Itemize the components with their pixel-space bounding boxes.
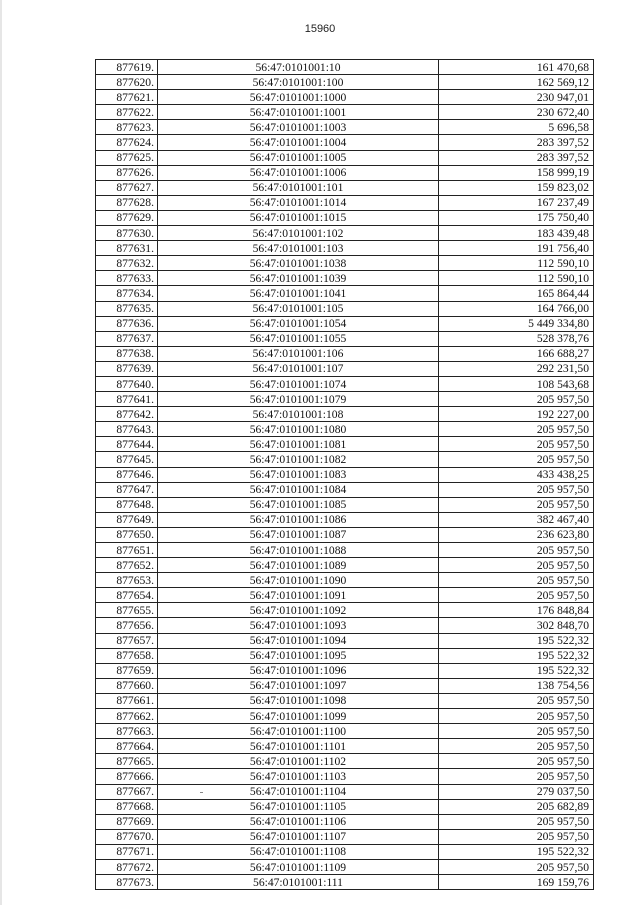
table-row (96, 603, 594, 618)
row-number-cell: 877632. (96, 256, 158, 271)
table-row (96, 693, 594, 708)
row-number-cell: 877647. (96, 482, 158, 497)
table-row (96, 588, 594, 603)
cadastral-number-cell: 56:47:0101001:1101 (158, 739, 439, 754)
cadastral-number-cell: 56:47:0101001:1054 (158, 316, 439, 331)
cadastral-number-cell: 56:47:0101001:1015 (158, 210, 439, 225)
table-row (96, 709, 594, 724)
row-number-cell: 877636. (96, 316, 158, 331)
cadastral-number-cell: 56:47:0101001:1004 (158, 135, 439, 150)
cadastral-value-cell: 205 957,50 (439, 452, 594, 467)
row-number-cell: 877628. (96, 195, 158, 210)
cadastral-value-cell: 205 957,50 (439, 709, 594, 724)
cadastral-number-cell: 56:47:0101001:1097 (158, 678, 439, 693)
table-row (96, 90, 594, 105)
cadastral-number-cell: 56:47:0101001:1100 (158, 724, 439, 739)
cadastral-number-cell: 56:47:0101001:1003 (158, 120, 439, 135)
cadastral-value-cell: 205 957,50 (439, 422, 594, 437)
cadastral-number-cell: 56:47:0101001:1090 (158, 573, 439, 588)
cadastral-number-cell: 56:47:0101001:1055 (158, 331, 439, 346)
cadastral-value-cell: 195 522,32 (439, 844, 594, 859)
table-row (96, 633, 594, 648)
row-number-cell: 877640. (96, 376, 158, 391)
row-number-cell: 877621. (96, 90, 158, 105)
table-row (96, 195, 594, 210)
row-number-cell: 877663. (96, 724, 158, 739)
cadastral-value-cell: 166 688,27 (439, 346, 594, 361)
cadastral-number-cell: 56:47:0101001:1000 (158, 90, 439, 105)
cadastral-value-cell: 176 848,84 (439, 603, 594, 618)
row-number-cell: 877626. (96, 165, 158, 180)
row-number-cell: 877655. (96, 603, 158, 618)
cadastral-value-cell: 205 957,50 (439, 693, 594, 708)
cadastral-value-cell: 302 848,70 (439, 618, 594, 633)
table-row (96, 105, 594, 120)
cadastral-number-cell: 56:47:0101001:103 (158, 241, 439, 256)
scan-left-edge (0, 0, 2, 905)
cadastral-number-cell: 56:47:0101001:1087 (158, 527, 439, 542)
row-number-cell: 877669. (96, 814, 158, 829)
cadastral-number-cell: 56:47:0101001:1083 (158, 467, 439, 482)
table-row (96, 180, 594, 195)
cadastral-value-cell: 175 750,40 (439, 210, 594, 225)
cadastral-value-cell: 138 754,56 (439, 678, 594, 693)
cadastral-number-cell: 56:47:0101001:1039 (158, 271, 439, 286)
cadastral-value-cell: 205 682,89 (439, 799, 594, 814)
cadastral-value-cell: 112 590,10 (439, 256, 594, 271)
table-row (96, 346, 594, 361)
row-number-cell: 877649. (96, 512, 158, 527)
row-number-cell: 877622. (96, 105, 158, 120)
row-number-cell: 877627. (96, 180, 158, 195)
row-number-cell: 877623. (96, 120, 158, 135)
table-row (96, 467, 594, 482)
row-number-cell: 877665. (96, 754, 158, 769)
cadastral-value-cell: 528 378,76 (439, 331, 594, 346)
table-row (96, 573, 594, 588)
row-number-cell: 877654. (96, 588, 158, 603)
row-number-cell: 877630. (96, 226, 158, 241)
cadastral-value-cell: 205 957,50 (439, 769, 594, 784)
cadastral-number-cell: 56:47:0101001:1006 (158, 165, 439, 180)
table-row (96, 256, 594, 271)
cadastral-value-cell: 158 999,19 (439, 165, 594, 180)
row-number-cell: 877658. (96, 648, 158, 663)
cadastral-number-cell: 56:47:0101001:1084 (158, 482, 439, 497)
row-number-cell: 877668. (96, 799, 158, 814)
cadastral-value-cell: 205 957,50 (439, 814, 594, 829)
cadastral-value-cell: 164 766,00 (439, 301, 594, 316)
cadastral-number-cell: 56:47:0101001:107 (158, 361, 439, 376)
row-number-cell: 877673. (96, 875, 158, 890)
table-row (96, 150, 594, 165)
cadastral-number-cell: 56:47:0101001:111 (158, 875, 439, 890)
cadastral-number-cell: 56:47:0101001:1105 (158, 799, 439, 814)
table-row (96, 829, 594, 844)
cadastral-value-cell: 169 159,76 (439, 875, 594, 890)
cadastral-number-cell: 56:47:0101001:1080 (158, 422, 439, 437)
cadastral-value-cell: 192 227,00 (439, 407, 594, 422)
cadastral-value-cell: 230 947,01 (439, 90, 594, 105)
table-row (96, 271, 594, 286)
row-number-cell: 877644. (96, 437, 158, 452)
table-row (96, 543, 594, 558)
cadastral-value-cell: 165 864,44 (439, 286, 594, 301)
table-row (96, 407, 594, 422)
table-row (96, 75, 594, 90)
cadastral-value-cell: 292 231,50 (439, 361, 594, 376)
cadastral-number-cell: 56:47:0101001:1081 (158, 437, 439, 452)
table-row (96, 331, 594, 346)
row-number-cell: 877662. (96, 709, 158, 724)
row-number-cell: 877652. (96, 558, 158, 573)
cadastral-value-cell: 283 397,52 (439, 150, 594, 165)
row-number-cell: 877670. (96, 829, 158, 844)
cadastral-number-cell: 56:47:0101001:1038 (158, 256, 439, 271)
cadastral-value-cell: 279 037,50 (439, 784, 594, 799)
cadastral-value-cell: 205 957,50 (439, 829, 594, 844)
table-row (96, 799, 594, 814)
table-row (96, 663, 594, 678)
row-number-cell: 877653. (96, 573, 158, 588)
cadastral-number-cell: 56:47:0101001:1093 (158, 618, 439, 633)
cadastral-number-cell: 56:47:0101001:102 (158, 226, 439, 241)
row-number-cell: 877672. (96, 859, 158, 874)
cadastral-value-cell: 161 470,68 (439, 60, 594, 75)
table-row (96, 784, 594, 799)
cadastral-value-cell: 236 623,80 (439, 527, 594, 542)
cadastral-number-cell: 56:47:0101001:1005 (158, 150, 439, 165)
cadastral-value-cell: 205 957,50 (439, 754, 594, 769)
table-row (96, 814, 594, 829)
cadastral-value-cell: 183 439,48 (439, 226, 594, 241)
cadastral-number-cell: 56:47:0101001:100 (158, 75, 439, 90)
table-row (96, 241, 594, 256)
row-number-cell: 877648. (96, 497, 158, 512)
row-number-cell: 877624. (96, 135, 158, 150)
row-number-cell: 877631. (96, 241, 158, 256)
cadastral-value-cell: 195 522,32 (439, 663, 594, 678)
cadastral-number-cell: 56:47:0101001:1089 (158, 558, 439, 573)
cadastral-number-cell: 56:47:0101001:1103 (158, 769, 439, 784)
cadastral-value-cell: 205 957,50 (439, 482, 594, 497)
page-number: 15960 (304, 23, 336, 35)
table-row (96, 724, 594, 739)
cadastral-number-cell: 56:47:0101001:1014 (158, 195, 439, 210)
cadastral-number-cell: 56:47:0101001:1085 (158, 497, 439, 512)
row-number-cell: 877645. (96, 452, 158, 467)
cadastral-number-cell: 56:47:0101001:1092 (158, 603, 439, 618)
table-row (96, 120, 594, 135)
cadastral-number-cell: 56:47:0101001:1094 (158, 633, 439, 648)
row-number-cell: 877671. (96, 844, 158, 859)
table-row (96, 558, 594, 573)
cadastral-value-cell: 195 522,32 (439, 648, 594, 663)
cadastral-number-cell: 56:47:0101001:1095 (158, 648, 439, 663)
cadastral-value-cell: 205 957,50 (439, 588, 594, 603)
cadastral-value-cell: 205 957,50 (439, 437, 594, 452)
cadastral-number-cell: 56:47:0101001:1074 (158, 376, 439, 391)
table-row (96, 165, 594, 180)
table-row (96, 316, 594, 331)
cadastral-value-cell: 382 467,40 (439, 512, 594, 527)
row-number-cell: 877650. (96, 527, 158, 542)
table-row (96, 301, 594, 316)
row-number-cell: 877625. (96, 150, 158, 165)
row-number-cell: 877642. (96, 407, 158, 422)
cadastral-value-cell: 205 957,50 (439, 573, 594, 588)
cadastral-number-cell: 56:47:0101001:1082 (158, 452, 439, 467)
cadastral-number-cell: 56:47:0101001:1079 (158, 392, 439, 407)
cadastral-value-cell: 112 590,10 (439, 271, 594, 286)
cadastral-number-cell: 56:47:0101001:1088 (158, 543, 439, 558)
scan-speck (200, 792, 203, 793)
table-row (96, 437, 594, 452)
table-body (96, 60, 594, 890)
row-number-cell: 877619. (96, 60, 158, 75)
table-row (96, 754, 594, 769)
cadastral-number-cell: 56:47:0101001:108 (158, 407, 439, 422)
row-number-cell: 877657. (96, 633, 158, 648)
table-row (96, 482, 594, 497)
cadastral-number-cell: 56:47:0101001:1091 (158, 588, 439, 603)
table-row (96, 286, 594, 301)
table-row (96, 678, 594, 693)
table-row (96, 859, 594, 874)
row-number-cell: 877641. (96, 392, 158, 407)
cadastral-number-cell: 56:47:0101001:105 (158, 301, 439, 316)
cadastral-value-cell: 230 672,40 (439, 105, 594, 120)
cadastral-number-cell: 56:47:0101001:1001 (158, 105, 439, 120)
cadastral-value-cell: 162 569,12 (439, 75, 594, 90)
table-row (96, 844, 594, 859)
cadastral-value-cell: 205 957,50 (439, 392, 594, 407)
row-number-cell: 877667. (96, 784, 158, 799)
table-row (96, 376, 594, 391)
cadastral-value-cell: 167 237,49 (439, 195, 594, 210)
cadastral-number-cell: 56:47:0101001:1109 (158, 859, 439, 874)
cadastral-value-cell: 108 543,68 (439, 376, 594, 391)
cadastral-number-cell: 56:47:0101001:1106 (158, 814, 439, 829)
table-row (96, 618, 594, 633)
table-row (96, 60, 594, 75)
cadastral-number-cell: 56:47:0101001:1104 (158, 784, 439, 799)
table-row (96, 422, 594, 437)
cadastral-value-cell: 205 957,50 (439, 859, 594, 874)
row-number-cell: 877651. (96, 543, 158, 558)
row-number-cell: 877643. (96, 422, 158, 437)
table-row (96, 135, 594, 150)
cadastral-number-cell: 56:47:0101001:1041 (158, 286, 439, 301)
row-number-cell: 877620. (96, 75, 158, 90)
row-number-cell: 877635. (96, 301, 158, 316)
row-number-cell: 877659. (96, 663, 158, 678)
cadastral-number-cell: 56:47:0101001:106 (158, 346, 439, 361)
cadastral-value-cell: 205 957,50 (439, 497, 594, 512)
cadastral-value-cell: 195 522,32 (439, 633, 594, 648)
cadastral-value-cell: 205 957,50 (439, 543, 594, 558)
row-number-cell: 877656. (96, 618, 158, 633)
cadastral-number-cell: 56:47:0101001:101 (158, 180, 439, 195)
cadastral-value-cell: 283 397,52 (439, 135, 594, 150)
row-number-cell: 877629. (96, 210, 158, 225)
cadastral-value-cell: 5 696,58 (439, 120, 594, 135)
cadastral-number-cell: 56:47:0101001:10 (158, 60, 439, 75)
table-row (96, 527, 594, 542)
cadastral-value-cell: 191 756,40 (439, 241, 594, 256)
cadastral-value-cell: 159 823,02 (439, 180, 594, 195)
table-row (96, 452, 594, 467)
row-number-cell: 877638. (96, 346, 158, 361)
cadastral-value-table (95, 59, 594, 890)
row-number-cell: 877664. (96, 739, 158, 754)
table-row (96, 512, 594, 527)
cadastral-value-cell: 205 957,50 (439, 724, 594, 739)
cadastral-number-cell: 56:47:0101001:1107 (158, 829, 439, 844)
cadastral-value-cell: 433 438,25 (439, 467, 594, 482)
cadastral-number-cell: 56:47:0101001:1098 (158, 693, 439, 708)
table-row (96, 739, 594, 754)
cadastral-value-cell: 205 957,50 (439, 558, 594, 573)
table-row (96, 226, 594, 241)
table-row (96, 392, 594, 407)
table-row (96, 875, 594, 890)
table-row (96, 497, 594, 512)
cadastral-number-cell: 56:47:0101001:1086 (158, 512, 439, 527)
row-number-cell: 877666. (96, 769, 158, 784)
cadastral-value-cell: 205 957,50 (439, 739, 594, 754)
row-number-cell: 877633. (96, 271, 158, 286)
table-row (96, 648, 594, 663)
table-row (96, 210, 594, 225)
cadastral-number-cell: 56:47:0101001:1096 (158, 663, 439, 678)
row-number-cell: 877661. (96, 693, 158, 708)
cadastral-number-cell: 56:47:0101001:1108 (158, 844, 439, 859)
row-number-cell: 877646. (96, 467, 158, 482)
cadastral-value-cell: 5 449 334,80 (439, 316, 594, 331)
row-number-cell: 877660. (96, 678, 158, 693)
table-row (96, 361, 594, 376)
row-number-cell: 877637. (96, 331, 158, 346)
row-number-cell: 877634. (96, 286, 158, 301)
cadastral-number-cell: 56:47:0101001:1099 (158, 709, 439, 724)
cadastral-number-cell: 56:47:0101001:1102 (158, 754, 439, 769)
row-number-cell: 877639. (96, 361, 158, 376)
table-row (96, 769, 594, 784)
